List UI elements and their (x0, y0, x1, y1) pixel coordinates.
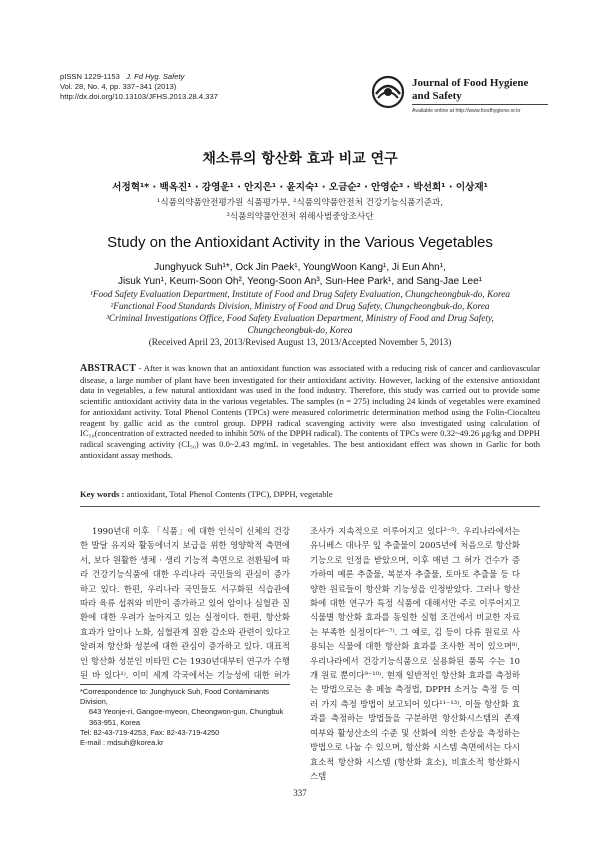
abstract-divider (80, 506, 540, 507)
journal-divider (412, 104, 548, 105)
abstract-text: - After it was known that an antioxidant function was associated with a reducing risk of cancer and cardiovascular disease, a large number of plant have been investigated for their antioxidant activity. However, lacking of the extensive antioxidant data in vegetables, a few natural antioxidant was used in the food industry. Therefore, this study was carried out to provide some scientific antioxidant activity data in the various vegetables. The samples (n = 275) including 24 kinds of vegetables were examined for antioxidant activity. Total Phenol Contents (TPCs) were measured colorimetric determination method using the Folin-Ciocalteu reagent by gallic acid as the control group. DPPH radical scavenging activity were also investigated using calculation of IC₅₀(concentration of extracted needed to inhibit 50% of the DPPH radical). The contents of TPCs were 0.32~49.26 μg/kg and DPPH radical scavenging activity (CI₅₀) was 0.0~2.43 mg/mL in vegetables. The best antioxidant effect was shown in Garlic for both antioxidant assay methods. (80, 363, 540, 460)
footnote-email[interactable]: E-mail : mdsuh@korea.kr (80, 738, 164, 748)
authors-korean: 서정혁¹* · 백옥진¹ · 강영운¹ · 안지은¹ · 윤지숙¹ · 오금순² · 안영순³ · 박선희¹ · 이상재¹ (112, 182, 488, 193)
volume-line: Vol. 28, No. 4, pp. 337~341 (2013) (60, 82, 177, 92)
affiliation-korean-2: ³식품의약품안전처 위해사범중앙조사단 (226, 212, 374, 222)
authors-english-2: Jisuk Yun¹, Keum-Soon Oh², Yeong-Soon An³, Sun-Hee Park¹, and Sang-Jae Lee¹ (118, 276, 482, 287)
footnote-line: Tel: 82-43-719-4253, Fax: 82-43-719-4250 (80, 727, 220, 737)
body-column-right (310, 524, 520, 784)
journal-header (370, 74, 550, 134)
footnote-line: 643 Yeonje-ri, Gangoe-myeon, Cheongwon-gun, Chungbuk 363-951, Korea (89, 707, 284, 727)
body-paragraph: 1990년대 이후 「식품」에 대한 인식이 신체의 건강한 발달 유지와 활동에너지 보급을 위한 영양학적 측면에서, 보다 원활한 생체 · 생리 기능적 측면으로 전환됨에 따라 건강기능식품에 대한 우리나라 국민들의 관심이 증가하고 있다. 한편, 우리나라 국민들도 서구화된 식습관에 따라 육류 섭취와 비만이 증가하고 있어 암이나 심혈관 질환에 대한 우려가 높아지고 있는 실정이다. 한편, 항산화 효과가 암이나 노화, 심혈관계 질환 감소와 관련이 있다고 알려져 항산화 성분에 대한 관심이 증가하고 있다. 대표적인 항산화 성분인 비타민 C는 1930년대부터 연구가 수행된 바 있다¹⁾. 이미 세계 각국에서는 기능성에 대한 허가 (80, 526, 290, 681)
journal-abbrev: J. Fd Hyg. Safety (126, 72, 185, 81)
abstract (80, 363, 540, 460)
footnote-divider (80, 684, 290, 685)
journal-url[interactable]: Available online at http://www.foodhygiene.or.kr (412, 108, 521, 114)
keywords-text: antioxidant, Total Phenol Contents (TPC), DPPH, vegetable (124, 489, 333, 499)
article-meta (60, 72, 218, 103)
title-english: Study on the Antioxidant Activity in the Various Vegetables (107, 234, 493, 251)
affiliation-korean-1: ¹식품의약품안전평가원 식품평가부, ²식품의약품안전처 건강기능식품기준과, (156, 198, 444, 208)
abstract-label: ABSTRACT (80, 363, 137, 374)
authors-english-1: Junghyuck Suh¹*, Ock Jin Paek¹, YoungWoon Kang¹, Ji Eun Ahn¹, (154, 262, 446, 273)
page-number: 337 (293, 788, 307, 798)
issn: pISSN 1229-1153 (60, 72, 120, 81)
keywords (80, 489, 540, 499)
correspondence-footnote (80, 687, 294, 748)
affiliation-english-2: ²Functional Food Standards Division, Ministry of Food and Drug Safety, Chungcheongbuk-do, Korea (110, 302, 490, 312)
title-korean: 채소류의 항산화 효과 비교 연구 (202, 151, 398, 167)
body-column-left (80, 524, 290, 684)
affiliation-english-4: Chungcheongbuk-do, Korea (247, 326, 353, 336)
doi-link[interactable]: http://dx.doi.org/10.13103/JFHS.2013.28.4.337 (60, 92, 218, 102)
journal-title: Journal of Food Hygiene and Safety (412, 77, 529, 102)
body-paragraph: 조사가 지속적으로 이루어지고 있다²⁻⁵⁾. 우리나라에서는 유니베스 대나무 잎 추출물이 2005년에 처음으로 항산화 기능으로 인정을 받았으며, 이후 매년 그 허가 건수가 증가하여 메론 추출물, 복분자 추출물, 토마토 추출물 등 다양한 원료들이 항산화 기능성을 인정받았다. 그러나 항산화에 대한 연구가 특정 식품에 대해서만 주로 이루어지고 식물별 항산화 효과를 동일한 실험 조건에서 비교한 자료는 부족한 실정이다⁶⁻⁷⁾. 그 예로, 김 등이 다류 원료로 사용되는 식물에 대한 항산화 효과를 조사한 적이 있으며⁸⁾, 우리나라에서 건강기능식품으로 실용화된 품목 수는 10개 원료 뿐이다⁹⁻¹⁰⁾. 현재 일반적인 항산화 효과를 측정하는 방법으로는 총 페놀 측정법, DPPH 소거능 측정 등 여러 가지 측정 방법이 보고되어 있다¹¹⁻¹³⁾. 이들 항산화 효과를 측정하는 방법들을 구분하면 항산화시스템의 존재 여부와 활성산소의 수준 및 산화에 의한 손상을 측정하는 방법으로 나눌 수 있으며, 항산화 시스템 측면에서는 다시 효소적 항산화 시스템 (항산화 효소), 비효소적 항산화시스템 (310, 526, 520, 781)
affiliation-english-1: ¹Food Safety Evaluation Department, Institute of Food and Drug Safety Evaluation, Chungcheongbuk-do, Korea (90, 290, 510, 300)
journal-logo-icon (370, 74, 406, 110)
footnote-line: *Correspondence to: Junghyuck Suh, Food Contaminants Division, (80, 687, 269, 707)
received-dates: (Received April 23, 2013/Revised August 13, 2013/Accepted November 5, 2013) (148, 338, 452, 348)
affiliation-english-3: ³Criminal Investigations Office, Food Safety Evaluation Department, Ministry of Food and Drug Safety, (106, 314, 494, 324)
keywords-label: Key words : (80, 489, 125, 499)
